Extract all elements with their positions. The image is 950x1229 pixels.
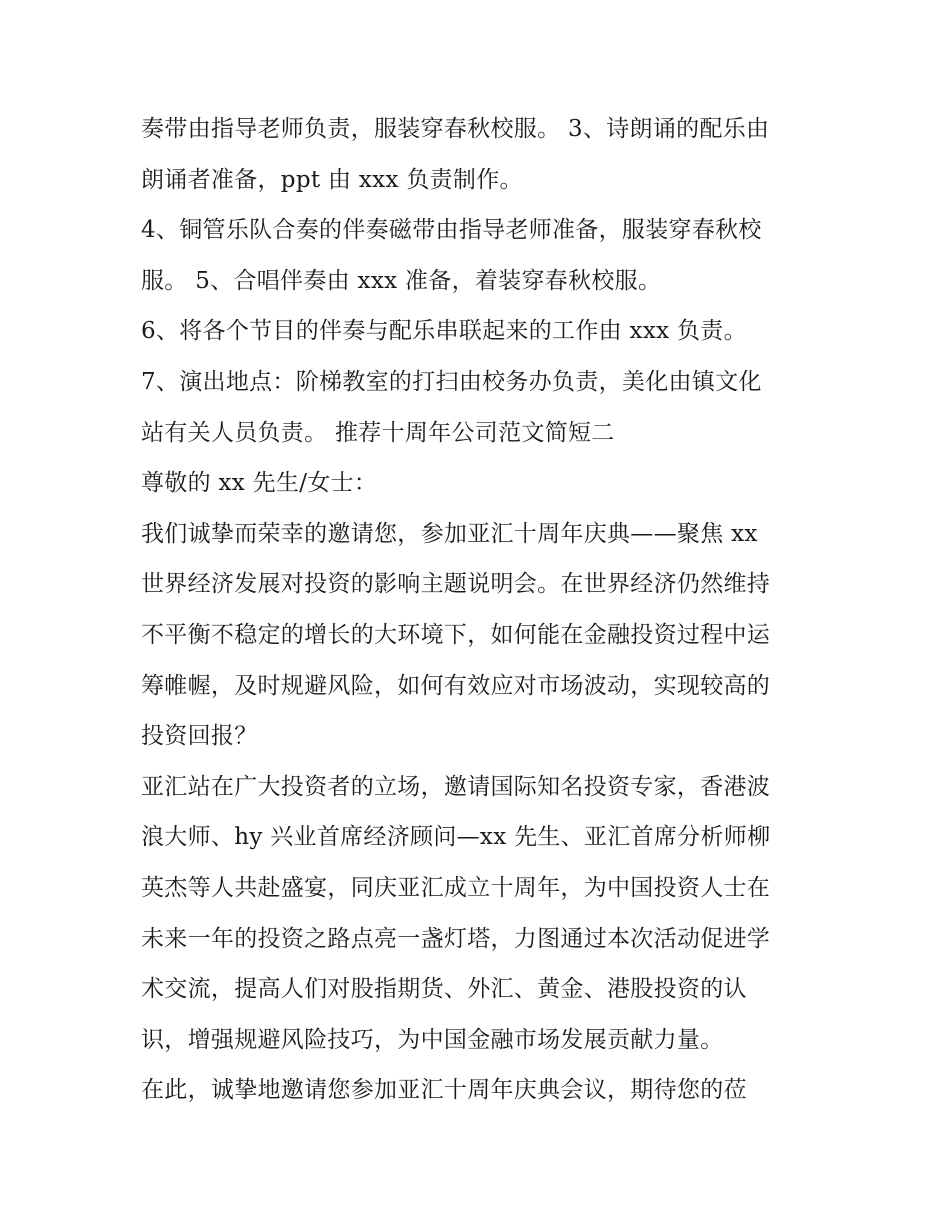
text-line: 浪大师、hy 兴业首席经济顾问—xx 先生、亚汇首席分析师柳 xyxy=(141,824,771,851)
text-line: 站有关人员负责。 推荐十周年公司范文简短二 xyxy=(141,419,615,446)
text-line: 7、演出地点：阶梯教室的打扫由校务办负责，美化由镇文化 xyxy=(141,368,762,395)
text-line: 我们诚挚而荣幸的邀请您，参加亚汇十周年庆典——聚焦 xx xyxy=(141,520,758,547)
text-line: 未来一年的投资之路点亮一盏灯塔，力图通过本次活动促进学 xyxy=(141,925,771,952)
text-line: 服。 5、合唱伴奏由 xxx 准备，着装穿春秋校服。 xyxy=(141,267,662,294)
document-body xyxy=(141,104,821,1116)
text-line: 识，增强规避风险技巧，为中国金融市场发展贡献力量。 xyxy=(141,1026,724,1053)
salutation: 尊敬的 xx 先生/女士： xyxy=(141,470,378,497)
text-line: 朗诵者准备，ppt 由 xxx 负责制作。 xyxy=(141,166,523,193)
text-line: 世界经济发展对投资的影响主题说明会。在世界经济仍然维持 xyxy=(141,571,771,598)
text-line: 亚汇站在广大投资者的立场，邀请国际知名投资专家，香港波 xyxy=(141,773,771,800)
text-line: 6、将各个节目的伴奏与配乐串联起来的工作由 xxx 负责。 xyxy=(141,318,747,345)
text-line: 英杰等人共赴盛宴，同庆亚汇成立十周年，为中国投资人士在 xyxy=(141,874,771,901)
text-line: 在此，诚挚地邀请您参加亚汇十周年庆典会议，期待您的莅 xyxy=(141,1077,747,1104)
text-line: 奏带由指导老师负责，服装穿春秋校服。 3、诗朗诵的配乐由 xyxy=(141,116,770,142)
text-line: 投资回报？ xyxy=(141,723,258,750)
text-line: 不平衡不稳定的增长的大环境下，如何能在金融投资过程中运 xyxy=(141,621,771,648)
text-line: 4、铜管乐队合奏的伴奏磁带由指导老师准备，服装穿春秋校 xyxy=(141,217,762,244)
text-line: 术交流，提高人们对股指期货、外汇、黄金、港股投资的认 xyxy=(141,976,747,1003)
text-line: 筹帷幄，及时规避风险，如何有效应对市场波动，实现较高的 xyxy=(141,672,771,699)
